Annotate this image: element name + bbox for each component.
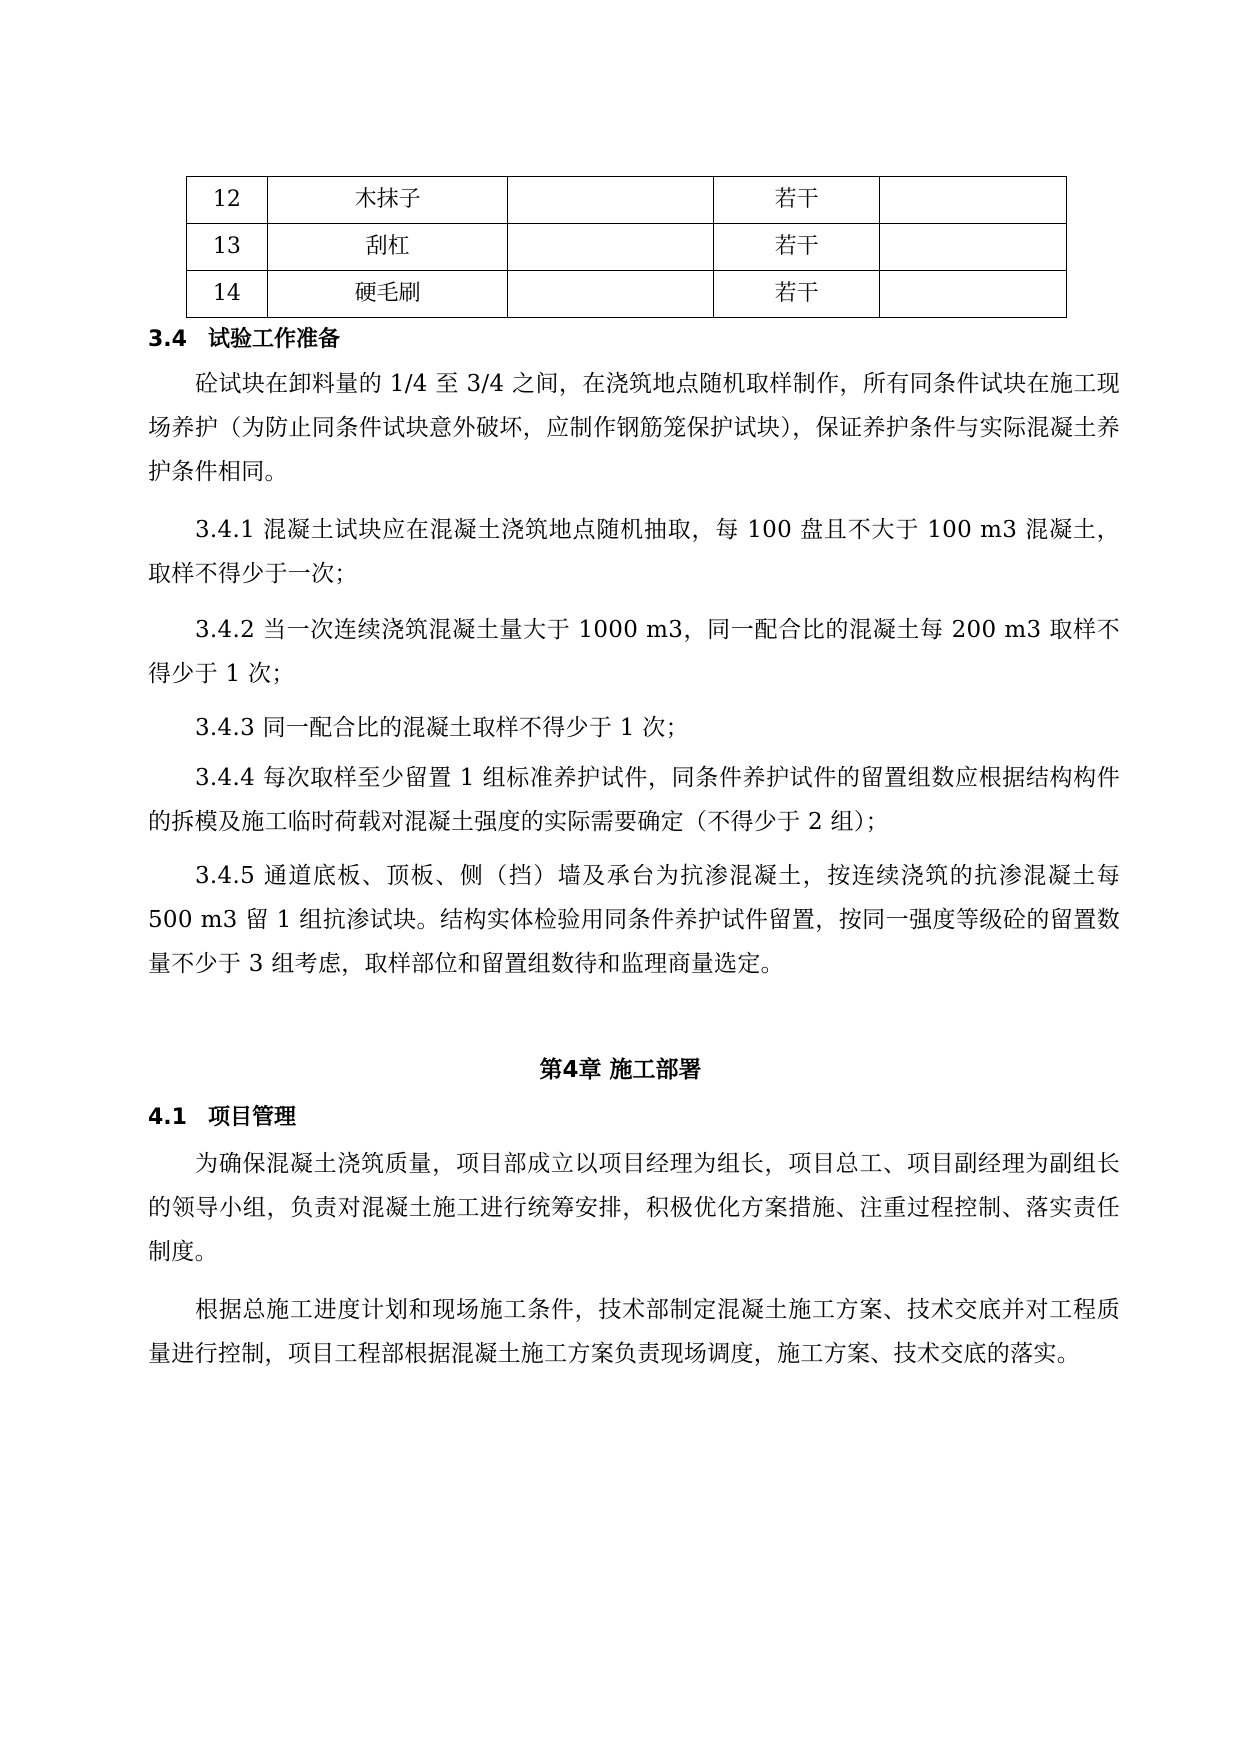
- table-row: [187, 224, 1067, 271]
- list-item: 3.4.3 同一配合比的混凝土取样不得少于 1 次；: [195, 715, 689, 741]
- table-row: [187, 271, 1067, 318]
- tool-spec: [508, 177, 713, 224]
- table-row: [187, 177, 1067, 224]
- tool-name: 木抹子: [267, 177, 507, 224]
- tool-spec: [508, 224, 713, 271]
- list-item: 3.4.2 当一次连续浇筑混凝土量大于 1000 m3，同一配合比的混凝土每 200 m3 取样不得少于 1 次；: [148, 617, 1120, 687]
- section-heading-4-1: [148, 1096, 296, 1140]
- section-heading-3-4: [148, 318, 340, 362]
- tool-note: [880, 177, 1067, 224]
- tool-quantity: 若干: [713, 177, 880, 224]
- section-number: 3.4: [148, 327, 187, 352]
- tool-spec: [508, 271, 713, 318]
- section-title: 项目管理: [208, 1105, 297, 1130]
- chapter-title: 第4章 施工部署: [539, 1057, 702, 1083]
- row-number: 14: [187, 271, 268, 318]
- paragraph: 根据总施工进度计划和现场施工条件，技术部制定混凝土施工方案、技术交底并对工程质量进行控制，项目工程部根据混凝土施工方案负责现场调度，施工方案、技术交底的落实。: [148, 1297, 1120, 1367]
- paragraph: 为确保混凝土浇筑质量，项目部成立以项目经理为组长，项目总工、项目副经理为副组长的领导小组，负责对混凝土施工进行统筹安排，积极优化方案措施、注重过程控制、落实责任制度。: [148, 1151, 1120, 1265]
- paragraph: 砼试块在卸料量的 1/4 至 3/4 之间，在浇筑地点随机取样制作，所有同条件试块在施工现场养护（为防止同条件试块意外破坏，应制作钢筋笼保护试块），保证养护条件与实际混凝土养护条件相同。: [148, 371, 1120, 485]
- tool-name: 硬毛刷: [267, 271, 507, 318]
- section-title: 试验工作准备: [208, 327, 341, 352]
- tool-note: [880, 224, 1067, 271]
- row-number: 12: [187, 177, 268, 224]
- tool-quantity: 若干: [713, 224, 880, 271]
- tool-note: [880, 271, 1067, 318]
- row-number: 13: [187, 224, 268, 271]
- tool-quantity: 若干: [713, 271, 880, 318]
- tool-name: 刮杠: [267, 224, 507, 271]
- tools-table: [186, 176, 1067, 318]
- list-item: 3.4.1 混凝土试块应在混凝土浇筑地点随机抽取，每 100 盘且不大于 100 m3 混凝土，取样不得少于一次；: [148, 517, 1120, 587]
- section-number: 4.1: [148, 1105, 187, 1130]
- list-item: 3.4.4 每次取样至少留置 1 组标准养护试件，同条件养护试件的留置组数应根据结构构件的拆模及施工临时荷载对混凝土强度的实际需要确定（不得少于 2 组）；: [148, 765, 1120, 835]
- list-item: 3.4.5 通道底板、顶板、侧（挡）墙及承台为抗渗混凝土，按连续浇筑的抗渗混凝土每 500 m3 留 1 组抗渗试块。结构实体检验用同条件养护试件留置，按同一强度等级砼的留置数量不少于 3 组考虑，取样部位和留置组数待和监理商量选定。: [148, 863, 1120, 977]
